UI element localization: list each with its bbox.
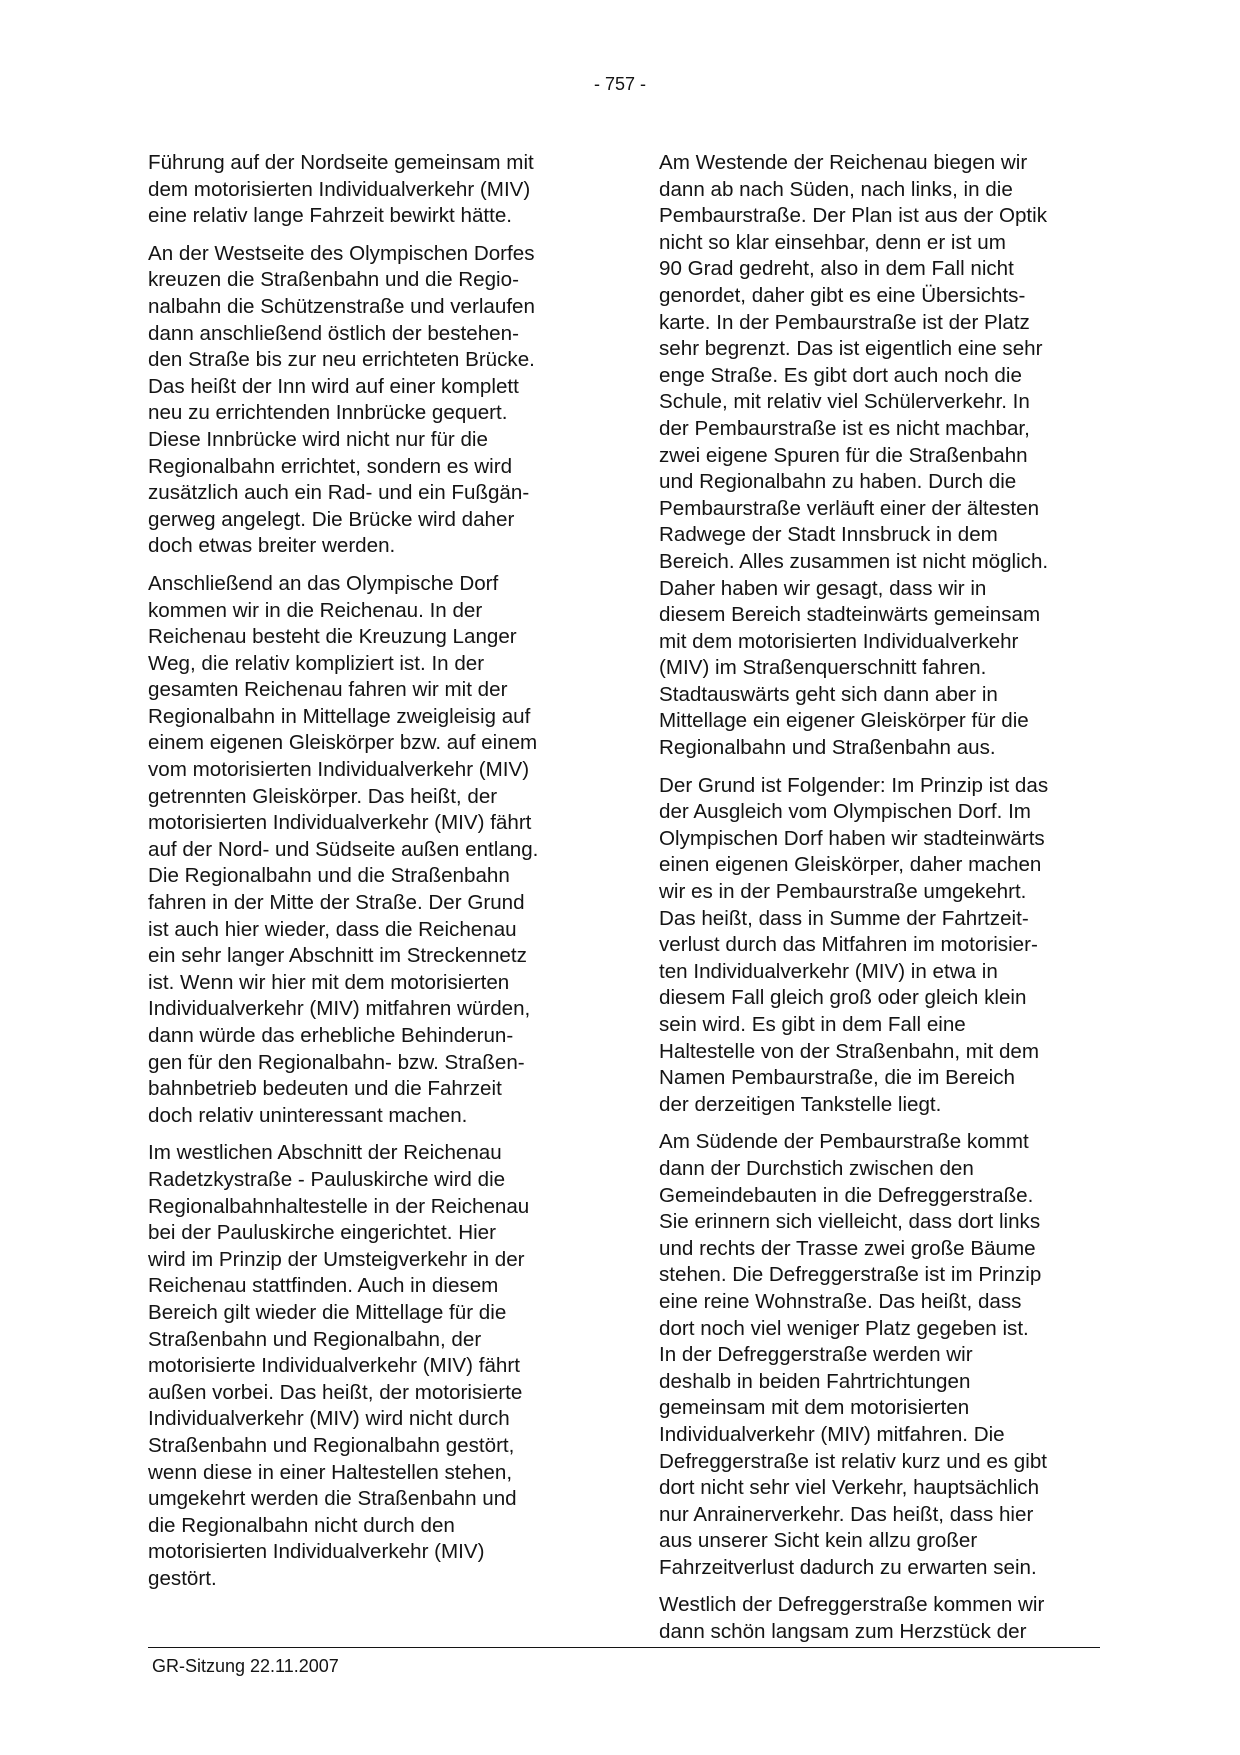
- paragraph: Am Südende der Pembaurstraße kommt dann der Durchstich zwischen den Gemeindebauten in die Defreggerstraße. Sie erinnern sich vielleicht, dass dort links und rechts der Trasse zwei große Bäume stehen. Die Defreggerstraße ist im Prinzip eine reine Wohnstraße. Das heißt, dass dort noch viel weniger Platz gegeben ist. In der Defreggerstraße werden wir deshalb in beiden Fahrtrichtungen gemeinsam mit dem motorisierten Individualverkehr (MIV) mitfahren. Die Defreggerstraße ist relativ kurz und es gibt dort nicht sehr viel Verkehr, hauptsächlich nur Anrainerverkehr. Das heißt, dass hier aus unserer Sicht kein allzu großer Fahrzeitverlust dadurch zu erwarten sein.: [659, 1130, 1048, 1579]
- paragraph: Westlich der Defreggerstraße kommen wir dann schön langsam zum Herzstück der: [659, 1593, 1045, 1644]
- footer-session-label: GR-Sitzung 22.11.2007: [152, 1656, 339, 1676]
- right-text-column: [659, 150, 1111, 1657]
- paragraph: Der Grund ist Folgender: Im Prinzip ist das der Ausgleich vom Olympischen Dorf. Im Olympischen Dorf haben wir stadteinwärts einen eigenen Gleiskörper, daher machen wir es in der Pembaurstraße umgekehrt. Das heißt, dass in Summe der Fahrtzeit- verlust durch das Mitfahren im motorisier- ten Individualverkehr (MIV) in etwa in diesem Fall gleich groß oder gleich klein sein wird. Es gibt in dem Fall eine Haltestelle von der Straßenbahn, mit dem Namen Pembaurstraße, die im Bereich der derzeitigen Tankstelle liegt.: [659, 773, 1049, 1116]
- left-text-column: [148, 150, 588, 1603]
- paragraph: An der Westseite des Olympischen Dorfes kreuzen die Straßenbahn und die Regio- nalbahn die Schützenstraße und verlaufen dann anschließend östlich der bestehen- den Straße bis zur neu errichteten Brücke. Das heißt der Inn wird auf einer komplett neu zu errichtenden Innbrücke gequert. Diese Innbrücke wird nicht nur für die Regionalbahn errichtet, sondern es wird zusätzlich auch ein Rad- und ein Fußgän- gerweg angelegt. Die Brücke wird daher doch etwas breiter werden.: [148, 241, 535, 558]
- page-number: - 757 -: [593, 74, 647, 94]
- paragraph: Anschließend an das Olympische Dorf kommen wir in die Reichenau. In der Reichenau besteht die Kreuzung Langer Weg, die relativ kompliziert ist. In der gesamten Reichenau fahren wir mit der Regionalbahn in Mittellage zweigleisig auf einem eigenen Gleiskörper bzw. auf einem vom motorisierten Individualverkehr (MIV) getrennten Gleiskörper. Das heißt, der motorisierten Individualverkehr (MIV) fährt auf der Nord- und Südseite außen entlang. Die Regionalbahn und die Straßenbahn fahren in der Mitte der Straße. Der Grund ist auch hier wieder, dass die Reichenau ein sehr langer Abschnitt im Streckennetz ist. Wenn wir hier mit dem motorisierten Individualverkehr (MIV) mitfahren würden, dann würde das erhebliche Behinderun- gen für den Regionalbahn- bzw. Straßen- bahnbetrieb bedeuten und die Fahrzeit doch relativ uninteressant machen.: [148, 571, 539, 1127]
- paragraph: Führung auf der Nordseite gemeinsam mit dem motorisierten Individualverkehr (MIV) eine relativ lange Fahrzeit bewirkt hätte.: [148, 151, 534, 228]
- paragraph: Im westlichen Abschnitt der Reichenau Radetzkystraße - Pauluskirche wird die Regionalbahnhaltestelle in der Reichenau bei der Pauluskirche eingerichtet. Hier wird im Prinzip der Umsteigverkehr in der Reichenau stattfinden. Auch in diesem Bereich gilt wieder die Mittellage für die Straßenbahn und Regionalbahn, der motorisierte Individualverkehr (MIV) fährt außen vorbei. Das heißt, der motorisierte Individualverkehr (MIV) wird nicht durch Straßenbahn und Regionalbahn gestört, wenn diese in einer Haltestellen stehen, umgekehrt werden die Straßenbahn und die Regionalbahn nicht durch den motorisierten Individualverkehr (MIV) gestört.: [148, 1141, 530, 1590]
- footer-divider: [148, 1647, 1100, 1648]
- paragraph: Am Westende der Reichenau biegen wir dann ab nach Süden, nach links, in die Pembaurstraße. Der Plan ist aus der Optik nicht so klar einsehbar, denn er ist um 90 Grad gedreht, also in dem Fall nicht genordet, daher gibt es eine Übersichts- karte. In der Pembaurstraße ist der Platz sehr begrenzt. Das ist eigentlich eine sehr enge Straße. Es gibt dort auch noch die Schule, mit relativ viel Schülerverkehr. In der Pembaurstraße ist es nicht machbar, zwei eigene Spuren für die Straßenbahn und Regionalbahn zu haben. Durch die Pembaurstraße verläuft einer der ältesten Radwege der Stadt Innsbruck in dem Bereich. Alles zusammen ist nicht möglich. Daher haben wir gesagt, dass wir in diesem Bereich stadteinwärts gemeinsam mit dem motorisierten Individualverkehr (MIV) im Straßenquerschnitt fahren. Stadtauswärts geht sich dann aber in Mittellage ein eigener Gleiskörper für die Regionalbahn und Straßenbahn aus.: [659, 151, 1049, 760]
